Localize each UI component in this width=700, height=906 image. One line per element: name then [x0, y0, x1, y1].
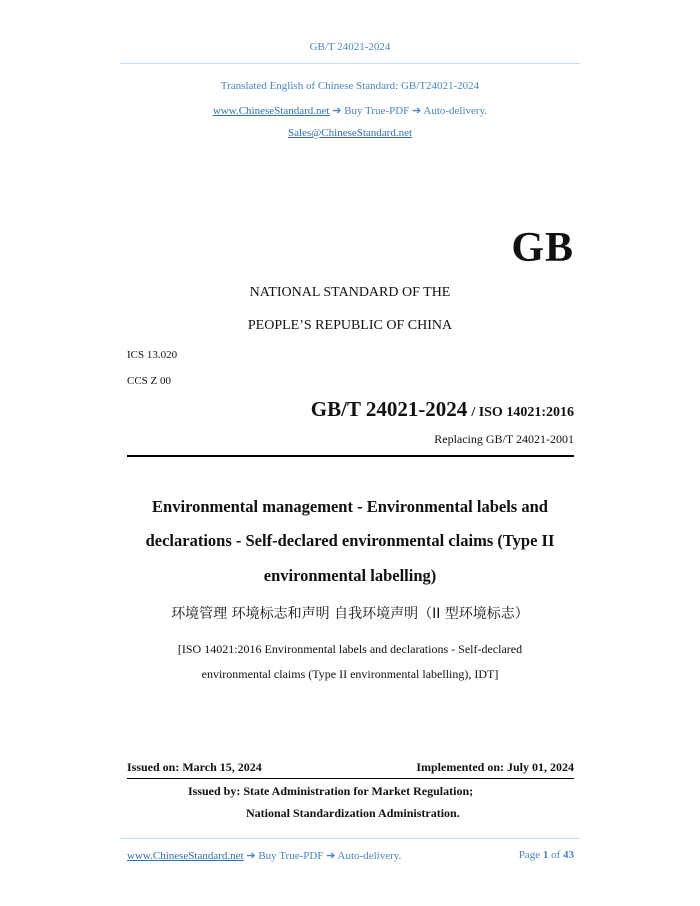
title-line-1: Environmental management - Environmental labels and: [152, 497, 548, 516]
title-line-2: declarations - Self-declared environmental claims (Type II: [145, 531, 555, 550]
title-line-3: environmental labelling): [263, 566, 437, 585]
standard-number: GB/T 24021-2024: [310, 397, 468, 421]
issued-on: Issued on: March 15, 2024: [127, 760, 262, 774]
promo-line: [0, 104, 700, 117]
national-line-1: NATIONAL STANDARD OF THE: [249, 285, 451, 300]
of-label: of: [551, 849, 561, 861]
running-header: GB/T 24021-2024: [309, 41, 391, 53]
implemented-on: Implemented on: July 01, 2024: [416, 760, 574, 774]
buy-text: ➔ Buy True-PDF ➔ Auto-delivery.: [332, 105, 488, 117]
email-line: [0, 127, 700, 139]
issued-by-line-1: Issued by: State Administration for Market Regulation;: [188, 784, 474, 798]
issued-by-line-2: National Standardization Administration.: [246, 806, 460, 820]
standard-number-line: [311, 397, 574, 422]
header-rule: [120, 63, 580, 64]
title-top-rule: [127, 455, 574, 457]
iso-note-line-2: environmental claims (Type II environmental labelling), IDT]: [201, 667, 499, 681]
translated-line: Translated English of Chinese Standard: GB/T24021-2024: [220, 80, 480, 92]
ics-code: ICS 13.020: [127, 349, 178, 361]
chinese-title: 环境管理 环境标志和声明 自我环境声明（II 型环境标志）: [171, 606, 529, 622]
footer-buy-text: ➔ Buy True-PDF ➔ Auto-delivery.: [246, 850, 402, 862]
ccs-code: CCS Z 00: [127, 375, 172, 387]
replacing-note: Replacing GB/T 24021-2001: [434, 432, 574, 446]
email-link[interactable]: Sales@ChineseStandard.net: [287, 127, 413, 139]
iso-reference: / ISO 14021:2016: [471, 405, 574, 420]
footer-promo: [127, 849, 401, 862]
footer-rule: [120, 838, 580, 839]
footer-site-link[interactable]: www.ChineseStandard.net: [127, 850, 244, 862]
national-line-2: PEOPLE’S REPUBLIC OF CHINA: [247, 318, 453, 333]
page-number: 1: [542, 849, 549, 861]
iso-note-line-1: [ISO 14021:2016 Environmental labels and declarations - Self-declared: [177, 642, 523, 656]
page-indicator: [519, 849, 574, 861]
gb-logo: GB: [511, 225, 574, 271]
page-total: 43: [563, 849, 574, 861]
page-label: Page: [518, 849, 541, 861]
site-link[interactable]: www.ChineseStandard.net: [212, 105, 330, 117]
issue-rule: [127, 778, 574, 779]
